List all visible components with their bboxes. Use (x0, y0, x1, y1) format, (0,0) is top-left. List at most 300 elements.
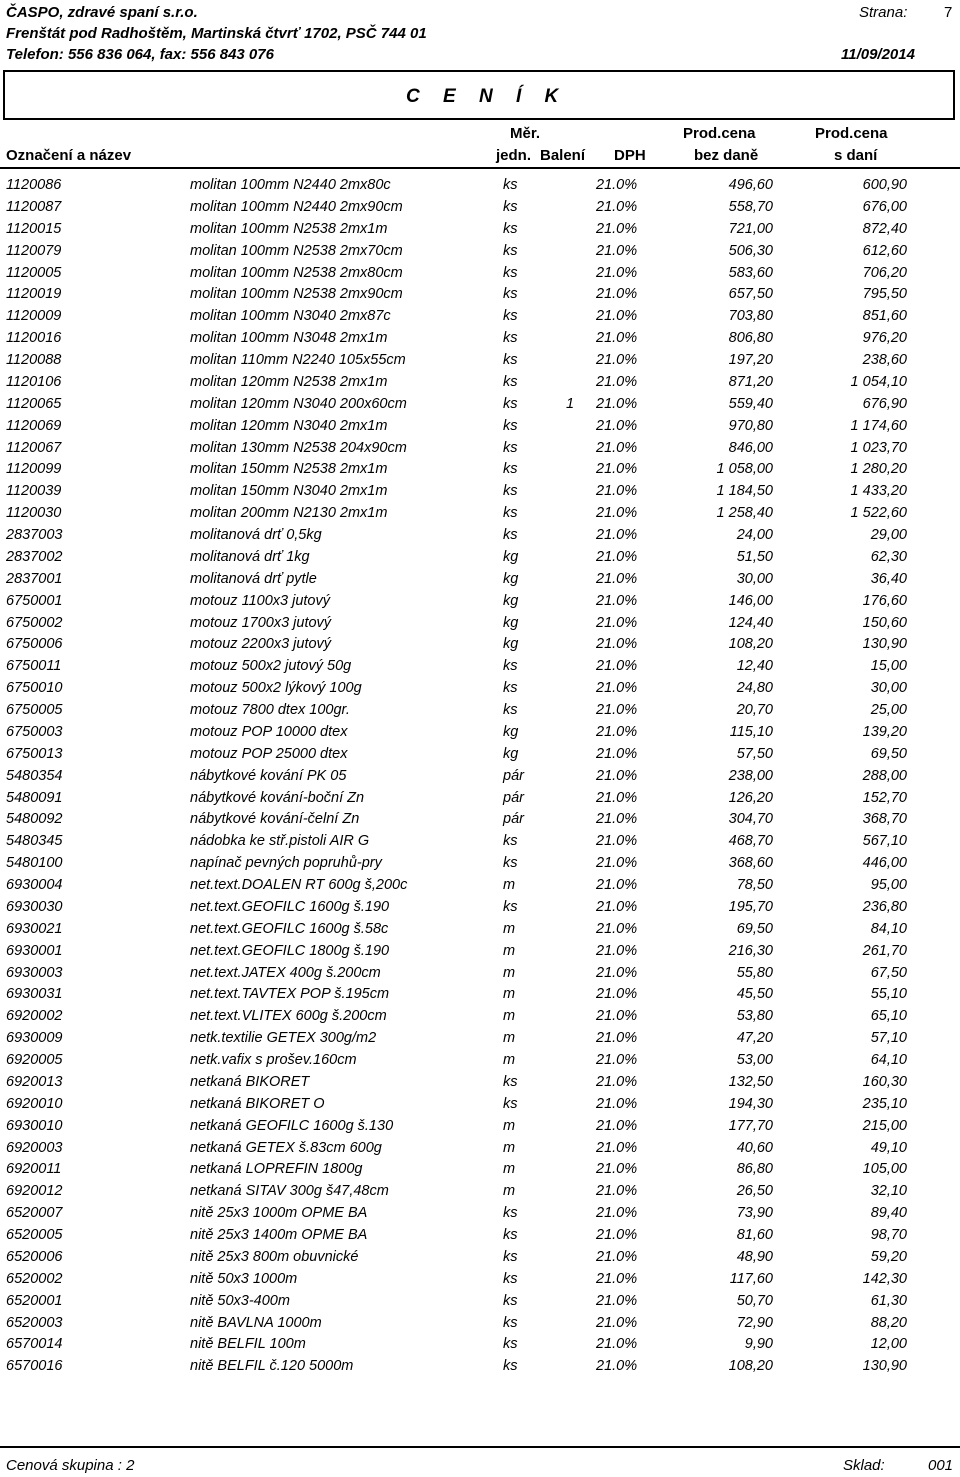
item-unit: ks (503, 1270, 518, 1287)
item-price: 55,80 (736, 964, 773, 981)
item-dph: 21.0% (596, 286, 638, 303)
item-name: motouz POP 10000 dtex (190, 723, 348, 740)
item-code: 1120088 (6, 352, 62, 368)
item-price: 559,40 (728, 395, 773, 412)
table-row (0, 527, 960, 549)
item-name: motouz POP 25000 dtex (190, 745, 348, 762)
item-price-tax: 49,10 (870, 1139, 907, 1156)
item-price-tax: 676,90 (862, 395, 907, 412)
item-dph: 21.0% (596, 330, 638, 347)
item-unit: kg (503, 723, 519, 740)
item-unit: kg (503, 570, 519, 587)
item-price-tax: 976,20 (862, 330, 907, 347)
item-unit: m (503, 1139, 516, 1156)
item-price-tax: 600,90 (862, 177, 907, 193)
table-row (0, 1118, 960, 1140)
item-price-tax: 62,30 (870, 548, 907, 565)
table-row (0, 680, 960, 702)
item-price-tax: 12,00 (870, 1336, 907, 1353)
item-price: 51,50 (736, 548, 773, 565)
item-price-tax: 238,60 (862, 352, 907, 368)
item-unit: kg (503, 745, 519, 762)
item-name: net.text.GEOFILC 1800g š.190 (190, 942, 390, 959)
item-name: molitan 110mm N2240 105x55cm (190, 352, 406, 368)
item-unit: ks (503, 1314, 518, 1331)
item-unit: kg (503, 636, 519, 653)
item-code: 6920010 (6, 1095, 63, 1112)
item-code: 5480091 (6, 789, 63, 806)
item-unit: ks (503, 395, 518, 412)
item-price: 9,90 (744, 1336, 773, 1353)
item-code: 1120086 (6, 177, 62, 193)
table-row (0, 1205, 960, 1227)
dph-header: DPH (614, 147, 646, 164)
item-price: 558,70 (728, 198, 773, 215)
item-name: netkaná GEOFILC 1600g š.130 (190, 1117, 394, 1134)
item-code: 2837001 (6, 570, 63, 587)
item-dph: 21.0% (596, 1183, 638, 1200)
item-code: 6930021 (6, 920, 63, 937)
table-row (0, 1315, 960, 1337)
item-price: 72,90 (736, 1314, 773, 1331)
item-unit: m (503, 920, 516, 937)
item-dph: 21.0% (596, 745, 638, 762)
table-row (0, 921, 960, 943)
table-row (0, 702, 960, 724)
item-price: 73,90 (736, 1205, 773, 1222)
item-code: 6930001 (6, 942, 63, 959)
item-price-tax: 139,20 (862, 723, 907, 740)
item-price-tax: 160,30 (862, 1073, 907, 1090)
item-name: netkaná GETEX š.83cm 600g (190, 1139, 382, 1156)
item-name: net.text.GEOFILC 1600g š.190 (190, 898, 390, 915)
item-name: netkaná LOPREFIN 1800g (190, 1161, 363, 1178)
item-price: 48,90 (736, 1248, 773, 1265)
item-code: 6520002 (6, 1270, 63, 1287)
item-unit: ks (503, 308, 518, 325)
item-code: 1120030 (6, 505, 62, 522)
item-code: 6930010 (6, 1117, 63, 1134)
item-price-tax: 1 522,60 (850, 505, 907, 522)
item-dph: 21.0% (596, 1073, 638, 1090)
item-code: 6750002 (6, 614, 63, 631)
table-row (0, 1358, 960, 1380)
item-price: 177,70 (728, 1117, 773, 1134)
item-dph: 21.0% (596, 942, 638, 959)
item-price-tax: 235,10 (862, 1095, 907, 1112)
item-dph: 21.0% (596, 1314, 638, 1331)
item-name: motouz 500x2 lýkový 100g (190, 680, 362, 697)
item-price: 146,00 (728, 592, 773, 609)
item-price: 45,50 (736, 986, 773, 1003)
item-code: 2837002 (6, 548, 63, 565)
item-unit: pár (503, 789, 524, 806)
table-row (0, 658, 960, 680)
table-row (0, 1336, 960, 1358)
item-price: 30,00 (736, 570, 773, 587)
item-unit: m (503, 1117, 516, 1134)
item-dph: 21.0% (596, 1292, 638, 1309)
item-unit: ks (503, 527, 518, 543)
item-price: 1 184,50 (716, 483, 773, 500)
warehouse-value: 001 (928, 1457, 954, 1474)
item-unit: ks (503, 1248, 518, 1265)
item-price: 124,40 (728, 614, 773, 631)
table-row (0, 330, 960, 352)
table-row (0, 483, 960, 505)
company-name: ČASPO, zdravé spaní s.r.o. (6, 4, 198, 21)
item-price-tax: 1 174,60 (850, 417, 907, 434)
item-code: 1120079 (6, 242, 62, 259)
table-row (0, 418, 960, 440)
item-price: 721,00 (728, 220, 773, 237)
item-code: 6750003 (6, 723, 63, 740)
item-code: 6930009 (6, 1030, 63, 1047)
item-dph: 21.0% (596, 1095, 638, 1112)
table-row (0, 199, 960, 221)
table-row (0, 636, 960, 658)
item-dph: 21.0% (596, 264, 638, 281)
item-dph: 21.0% (596, 1336, 638, 1353)
header-rule (0, 167, 960, 169)
item-name: netk.textilie GETEX 300g/m2 (190, 1030, 377, 1047)
price-group: Cenová skupina : 2 (6, 1457, 135, 1474)
item-code: 6750006 (6, 636, 63, 653)
item-dph: 21.0% (596, 1161, 638, 1178)
item-name: molitan 200mm N2130 2mx1m (190, 505, 388, 522)
item-name: molitan 150mm N3040 2mx1m (190, 483, 388, 500)
item-name: molitan 150mm N2538 2mx1m (190, 461, 388, 478)
item-price-tax: 1 280,20 (850, 461, 907, 478)
item-unit: ks (503, 1336, 518, 1353)
item-unit: ks (503, 264, 518, 281)
item-dph: 21.0% (596, 680, 638, 697)
item-price: 86,80 (736, 1161, 773, 1178)
table-row (0, 1008, 960, 1030)
item-name: molitan 100mm N2538 2mx1m (190, 220, 388, 237)
item-price: 108,20 (728, 1358, 773, 1375)
table-row (0, 833, 960, 855)
table-row (0, 899, 960, 921)
item-code: 6750001 (6, 592, 63, 609)
item-name: motouz 2200x3 jutový (190, 636, 332, 653)
warehouse-label: Sklad: (843, 1457, 885, 1474)
item-dph: 21.0% (596, 417, 638, 434)
item-dph: 21.0% (596, 1030, 638, 1047)
item-dph: 21.0% (596, 242, 638, 259)
item-dph: 21.0% (596, 1052, 638, 1068)
item-price-tax: 57,10 (870, 1030, 907, 1047)
table-row (0, 549, 960, 571)
item-price: 506,30 (728, 242, 773, 259)
item-price-tax: 261,70 (862, 942, 907, 959)
company-address: Frenštát pod Radhoštěm, Martinská čtvrť 1702, PSČ 744 01 (6, 25, 427, 42)
item-price-tax: 215,00 (862, 1117, 907, 1134)
item-unit: m (503, 877, 516, 893)
item-dph: 21.0% (596, 702, 638, 718)
table-row (0, 505, 960, 527)
item-unit: ks (503, 417, 518, 434)
item-name: motouz 1700x3 jutový (190, 614, 332, 631)
item-unit: ks (503, 505, 518, 522)
item-price-tax: 1 054,10 (850, 373, 907, 390)
item-price-tax: 59,20 (870, 1248, 907, 1265)
item-unit: ks (503, 1227, 518, 1243)
item-code: 6930003 (6, 964, 63, 981)
item-name: netkaná BIKORET O (190, 1095, 325, 1112)
item-price-tax: 706,20 (862, 264, 907, 281)
price-tax-header-1: Prod.cena (815, 125, 888, 142)
item-unit: ks (503, 286, 518, 303)
item-price-tax: 152,70 (862, 789, 907, 806)
item-code: 1120005 (6, 264, 62, 281)
table-row (0, 308, 960, 330)
item-name: net.text.JATEX 400g š.200cm (190, 964, 381, 981)
item-name: nitě 25x3 800m obuvnické (190, 1248, 359, 1265)
item-price-tax: 1 433,20 (850, 483, 907, 500)
item-dph: 21.0% (596, 811, 638, 828)
item-price: 216,30 (728, 942, 773, 959)
item-price: 703,80 (728, 308, 773, 325)
page-title: C E N Í K (406, 86, 568, 107)
item-unit: m (503, 1030, 516, 1047)
price-header-1: Prod.cena (683, 125, 756, 142)
item-name: molitanová drť 1kg (190, 548, 310, 565)
item-name: motouz 500x2 jutový 50g (190, 658, 352, 675)
table-row (0, 1183, 960, 1205)
item-unit: ks (503, 1205, 518, 1222)
item-unit: ks (503, 198, 518, 215)
item-dph: 21.0% (596, 1117, 638, 1134)
item-dph: 21.0% (596, 548, 638, 565)
unit-header-1: Měr. (510, 125, 541, 142)
item-dph: 21.0% (596, 1248, 638, 1265)
item-price: 40,60 (736, 1139, 773, 1156)
item-name: net.text.TAVTEX POP š.195cm (190, 986, 390, 1003)
table-row (0, 1052, 960, 1074)
item-name: molitan 100mm N3040 2mx87c (190, 308, 391, 325)
item-unit: m (503, 1008, 516, 1025)
table-row (0, 877, 960, 899)
item-price-tax: 15,00 (870, 658, 907, 675)
item-code: 6920003 (6, 1139, 63, 1156)
item-price: 238,00 (728, 767, 773, 784)
item-dph: 21.0% (596, 1008, 638, 1025)
item-price: 368,60 (728, 855, 773, 872)
item-code: 1120039 (6, 483, 62, 500)
item-price: 24,80 (736, 680, 773, 697)
item-price-tax: 88,20 (870, 1314, 907, 1331)
item-code: 6520006 (6, 1248, 63, 1265)
item-unit: ks (503, 1292, 518, 1309)
item-price-tax: 368,70 (862, 811, 907, 828)
item-price-tax: 612,60 (862, 242, 907, 259)
item-unit: ks (503, 439, 518, 456)
item-dph: 21.0% (596, 1270, 638, 1287)
item-dph: 21.0% (596, 505, 638, 522)
item-name: molitan 120mm N3040 2mx1m (190, 417, 388, 434)
item-price: 78,50 (736, 877, 773, 893)
item-dph: 21.0% (596, 395, 638, 412)
table-row (0, 1227, 960, 1249)
item-name: nábytkové kování PK 05 (190, 767, 347, 784)
item-dph: 21.0% (596, 986, 638, 1003)
item-name: molitan 130mm N2538 204x90cm (190, 439, 407, 456)
item-price-tax: 851,60 (862, 308, 907, 325)
item-dph: 21.0% (596, 352, 638, 368)
item-price: 1 258,40 (716, 505, 773, 522)
item-price: 26,50 (736, 1183, 773, 1200)
table-row (0, 265, 960, 287)
item-name: motouz 7800 dtex 100gr. (190, 702, 350, 718)
table-row (0, 965, 960, 987)
item-dph: 21.0% (596, 898, 638, 915)
item-dph: 21.0% (596, 483, 638, 500)
item-name: net.text.VLITEX 600g š.200cm (190, 1008, 387, 1025)
item-name: molitan 100mm N2538 2mx70cm (190, 242, 403, 259)
item-price-tax: 176,60 (862, 592, 907, 609)
item-unit: ks (503, 220, 518, 237)
item-price-tax: 89,40 (870, 1205, 907, 1222)
item-code: 6750010 (6, 680, 63, 697)
item-name: nitě BAVLNA 1000m (190, 1314, 322, 1331)
item-unit: pár (503, 811, 524, 828)
item-price: 468,70 (728, 833, 773, 850)
item-price-tax: 84,10 (870, 920, 907, 937)
item-price-tax: 1 023,70 (850, 439, 907, 456)
item-price: 53,00 (736, 1052, 773, 1068)
item-code: 6920005 (6, 1052, 63, 1068)
item-price-tax: 567,10 (862, 833, 907, 850)
item-unit: ks (503, 898, 518, 915)
item-dph: 21.0% (596, 527, 638, 543)
item-code: 5480354 (6, 767, 63, 784)
table-row (0, 746, 960, 768)
table-row (0, 1293, 960, 1315)
item-code: 6920012 (6, 1183, 63, 1200)
item-name: molitan 100mm N2538 2mx90cm (190, 286, 403, 303)
item-name: molitan 100mm N3048 2mx1m (190, 330, 388, 347)
item-price-tax: 795,50 (862, 286, 907, 303)
item-name: molitan 100mm N2440 2mx80c (190, 177, 391, 193)
item-price: 806,80 (728, 330, 773, 347)
item-name: nábytkové kování-čelní Zn (190, 811, 360, 828)
item-code: 1120069 (6, 417, 62, 434)
item-name: netkaná SITAV 300g š47,48cm (190, 1183, 389, 1200)
item-price: 871,20 (728, 373, 773, 390)
item-price: 583,60 (728, 264, 773, 281)
item-code: 5480100 (6, 855, 63, 872)
item-code: 6520005 (6, 1227, 63, 1243)
item-code: 6520001 (6, 1292, 63, 1309)
table-row (0, 724, 960, 746)
item-price: 304,70 (728, 811, 773, 828)
item-price: 115,10 (729, 723, 773, 740)
table-row (0, 1030, 960, 1052)
item-price-tax: 288,00 (862, 767, 907, 784)
table-row (0, 811, 960, 833)
item-name: molitanová drť pytle (190, 570, 317, 587)
item-price: 108,20 (728, 636, 773, 653)
item-code: 1120015 (6, 220, 62, 237)
item-price-tax: 130,90 (862, 1358, 907, 1375)
item-code: 1120067 (6, 439, 62, 456)
table-row (0, 571, 960, 593)
item-dph: 21.0% (596, 592, 638, 609)
item-price: 81,60 (736, 1227, 773, 1243)
item-dph: 21.0% (596, 1227, 638, 1243)
item-name: nitě 25x3 1400m OPME BA (190, 1227, 368, 1243)
table-row (0, 352, 960, 374)
item-unit: pár (503, 767, 524, 784)
item-dph: 21.0% (596, 198, 638, 215)
item-dph: 21.0% (596, 877, 638, 893)
item-dph: 21.0% (596, 220, 638, 237)
table-row (0, 1074, 960, 1096)
item-price: 53,80 (736, 1008, 773, 1025)
item-name: nitě BELFIL 100m (190, 1336, 306, 1353)
item-price-tax: 676,00 (862, 198, 907, 215)
item-code: 6520007 (6, 1205, 63, 1222)
table-row (0, 986, 960, 1008)
item-unit: m (503, 1052, 516, 1068)
item-dph: 21.0% (596, 308, 638, 325)
item-unit: ks (503, 702, 518, 718)
item-price-tax: 61,30 (870, 1292, 907, 1309)
page-number: 7 (944, 4, 953, 21)
item-price: 47,20 (736, 1030, 773, 1047)
table-row (0, 1161, 960, 1183)
item-price: 20,70 (736, 702, 773, 718)
item-dph: 21.0% (596, 833, 638, 850)
item-price-tax: 95,00 (870, 877, 907, 893)
item-price: 117,60 (729, 1270, 773, 1287)
item-unit: m (503, 986, 516, 1003)
item-price-tax: 36,40 (870, 570, 907, 587)
item-price: 194,30 (728, 1095, 773, 1112)
item-dph: 21.0% (596, 1205, 638, 1222)
price-tax-header-2: s daní (834, 147, 878, 164)
company-phone: Telefon: 556 836 064, fax: 556 843 076 (6, 46, 274, 63)
item-unit: ks (503, 461, 518, 478)
item-code: 6520003 (6, 1314, 63, 1331)
item-code: 6930031 (6, 986, 63, 1003)
item-name: molitanová drť 0,5kg (190, 527, 322, 543)
item-name: motouz 1100x3 jutový (190, 592, 330, 609)
item-dph: 21.0% (596, 855, 638, 872)
item-unit: m (503, 1161, 516, 1178)
item-pack: 1 (566, 395, 575, 412)
table-row (0, 1140, 960, 1162)
item-unit: kg (503, 548, 519, 565)
pack-header: Balení (540, 147, 586, 164)
item-name: napínač pevných popruhů-pry (190, 855, 382, 872)
table-row (0, 243, 960, 265)
table-row (0, 593, 960, 615)
table-row (0, 286, 960, 308)
item-price: 1 058,00 (716, 461, 773, 478)
item-price-tax: 55,10 (870, 986, 907, 1003)
item-unit: ks (503, 242, 518, 259)
item-unit: ks (503, 1358, 518, 1375)
item-name: netk.vafix s prošev.160cm (190, 1052, 357, 1068)
item-dph: 21.0% (596, 439, 638, 456)
item-code: 1120016 (6, 330, 62, 347)
item-name: nádobka ke stř.pistoli AIR G (190, 833, 370, 850)
item-price: 69,50 (736, 920, 773, 937)
item-code: 6930004 (6, 877, 63, 893)
item-price-tax: 25,00 (870, 702, 907, 718)
